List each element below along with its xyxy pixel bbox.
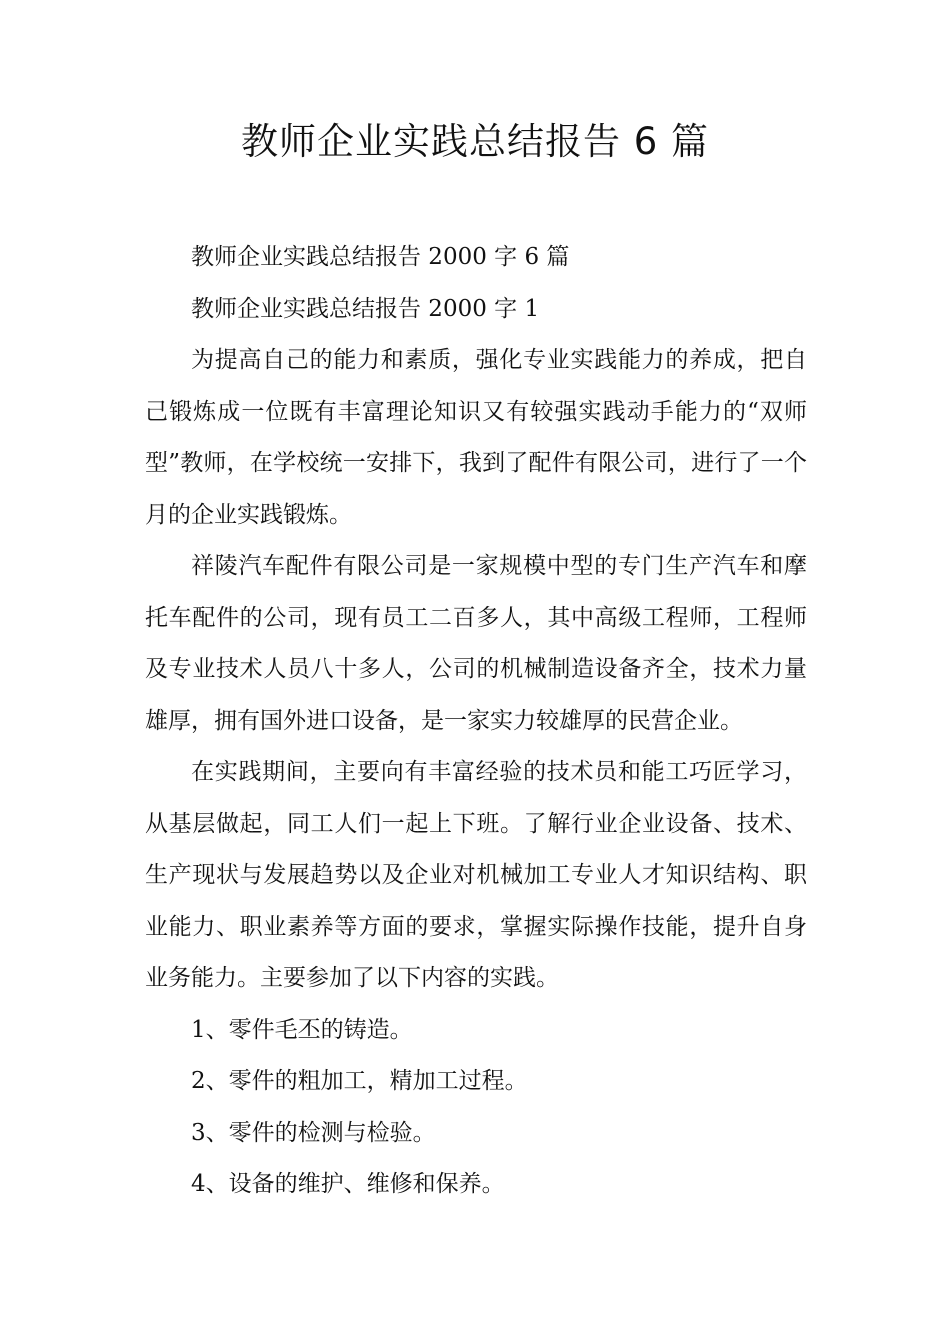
- list-item-casting: 1、零件毛丕的铸造。: [191, 1016, 413, 1043]
- list-item-machining: 2、零件的粗加工，精加工过程。: [191, 1068, 528, 1094]
- list-item-maintenance: 4、设备的维护、维修和保养。: [191, 1171, 505, 1197]
- document-title: 教师企业实践总结报告 6 篇: [240, 120, 710, 163]
- paragraph-practice: 在实践期间，主要向有丰富经验的技术员和能工巧匠学习，从基层做起，同工人们一起上下班。了解行业企业设备、技术、生产现状与发展趋势以及企业对机械加工专业人才知识结构、职业能力、职业素养等方面的要求，掌握实际操作技能，提升自身业务能力。主要参加了以下内容的实践。: [145, 759, 807, 991]
- list-item-inspection: 3、零件的检测与检验。: [191, 1119, 436, 1146]
- document-subtitle: 教师企业实践总结报告 2000 字 6 篇: [191, 244, 570, 270]
- paragraph-intro: 为提高自己的能力和素质，强化专业实践能力的养成，把自己锻炼成一位既有丰富理论知识又有较强实践动手能力的“双师型”教师，在学校统一安排下，我到了配件有限公司，进行了一个月的企业实践锻炼。: [145, 347, 807, 528]
- document-body: [145, 232, 807, 1211]
- section-heading: 教师企业实践总结报告 2000 字 1: [191, 295, 540, 322]
- paragraph-company: 祥陵汽车配件有限公司是一家规模中型的专门生产汽车和摩托车配件的公司，现有员工二百多人，其中高级工程师，工程师及专业技术人员八十多人，公司的机械制造设备齐全，技术力量雄厚，拥有国外进口设备，是一家实力较雄厚的民营企业。: [145, 553, 807, 734]
